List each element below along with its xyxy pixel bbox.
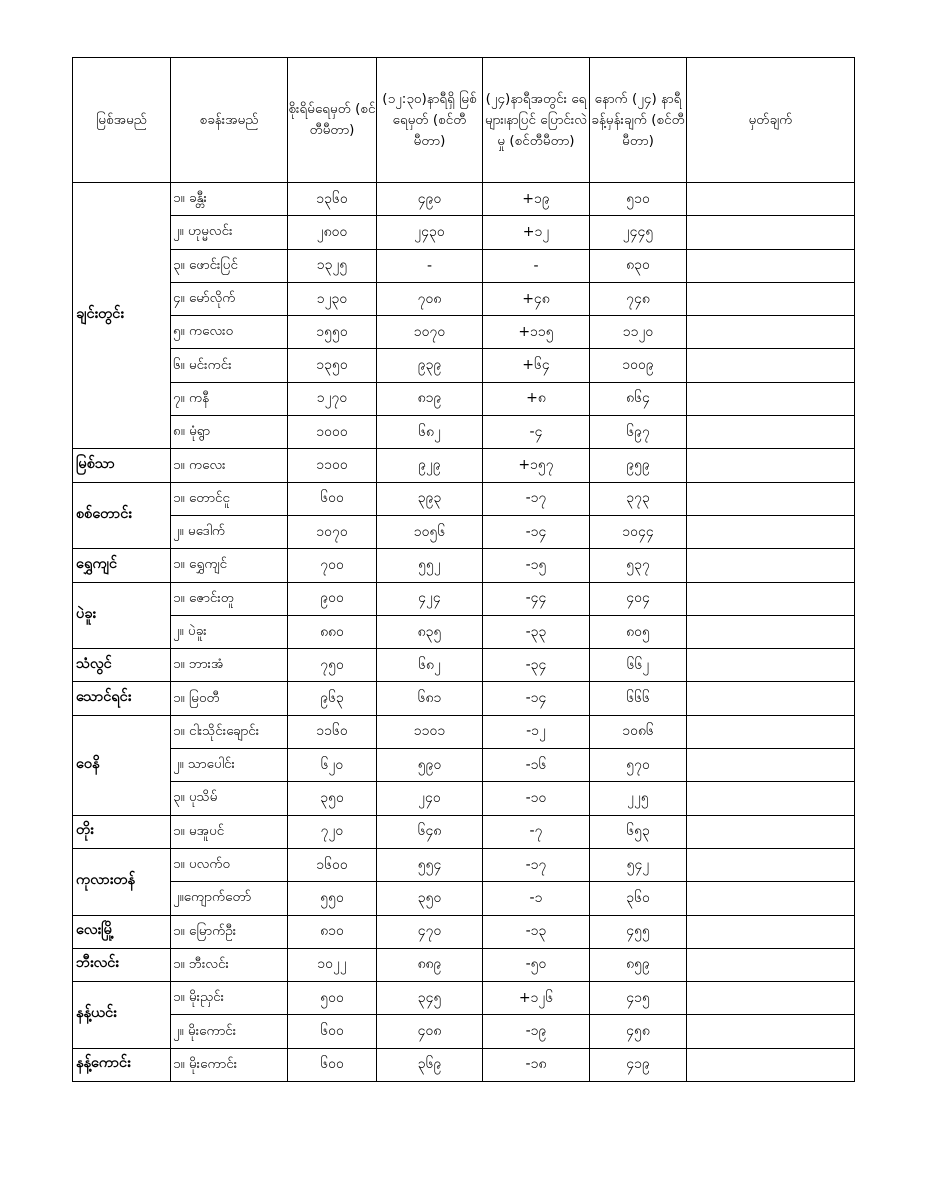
danger-level-cell: ၁၀၂၂ <box>288 948 377 981</box>
header-river: မြစ်အမည် <box>73 58 171 183</box>
station-name: ၁။ ကလေး <box>171 449 288 482</box>
current-level-cell: - <box>377 249 483 282</box>
danger-level-cell: ၁၃၆၀ <box>288 183 377 216</box>
remark-cell <box>687 615 855 648</box>
danger-level-cell: ၉၀၀ <box>288 582 377 615</box>
forecast-cell: ၄၅၅ <box>590 915 687 948</box>
forecast-cell: ၈၀၅ <box>590 615 687 648</box>
station-name: ၁။ ဇောင်းတူ <box>171 582 288 615</box>
current-level-cell: ၈၃၅ <box>377 615 483 648</box>
current-level-cell: ၃၅၀ <box>377 882 483 915</box>
table-row <box>73 216 855 249</box>
remark-cell <box>687 382 855 415</box>
station-name: ၂။ ဟုမ္မလင်း <box>171 216 288 249</box>
header-station: စခန်းအမည် <box>171 58 288 183</box>
station-name: ၃။ ပုသိမ် <box>171 782 288 815</box>
station-name: ၇။ ကနီ <box>171 382 288 415</box>
forecast-cell: ၆၉၇ <box>590 416 687 449</box>
remark-cell <box>687 882 855 915</box>
remark-cell <box>687 416 855 449</box>
station-name: ၂။ကျောက်တော် <box>171 882 288 915</box>
table-row <box>73 349 855 382</box>
current-level-cell: ၄၂၄ <box>377 582 483 615</box>
header-remark: မှတ်ချက် <box>687 58 855 183</box>
danger-level-cell: ၆၀၀ <box>288 1048 377 1081</box>
danger-level-cell: ၁၅၅၀ <box>288 316 377 349</box>
danger-level-cell: ၁၁၆၀ <box>288 715 377 748</box>
forecast-cell: ၃၆၀ <box>590 882 687 915</box>
danger-level-cell: ၆၀၀ <box>288 1015 377 1048</box>
river-name: နန့်ယင်း <box>73 982 171 1049</box>
danger-level-cell: ၆၂၀ <box>288 749 377 782</box>
forecast-cell: ၆၆၂ <box>590 649 687 682</box>
remark-cell <box>687 216 855 249</box>
river-name: မြစ်သာ <box>73 449 171 482</box>
station-name: ၁။ ငါးသိုင်းချောင်း <box>171 715 288 748</box>
forecast-cell: ၅၄၂ <box>590 848 687 881</box>
table-row <box>73 615 855 648</box>
station-name: ၁။ မအူပင် <box>171 815 288 848</box>
table-row <box>73 649 855 682</box>
danger-level-cell: ၈၁၀ <box>288 915 377 948</box>
station-name: ၈။ မုံရွာ <box>171 416 288 449</box>
station-name: ၂။ ပဲခူး <box>171 615 288 648</box>
river-name: ချင်းတွင်း <box>73 183 171 449</box>
current-level-cell: ၆၈၁ <box>377 682 483 715</box>
danger-level-cell: ၁၆၀၀ <box>288 848 377 881</box>
change-cell: -၁၂ <box>483 715 590 748</box>
river-name: နန့်ကောင်း <box>73 1048 171 1081</box>
change-cell: -၁၉ <box>483 1015 590 1048</box>
change-cell: -၁၆ <box>483 749 590 782</box>
danger-level-cell: ၁၀၇၀ <box>288 515 377 548</box>
current-level-cell: ၃၉၃ <box>377 482 483 515</box>
forecast-cell: ၈၆၄ <box>590 382 687 415</box>
current-level-cell: ၅၉၀ <box>377 749 483 782</box>
change-cell: - <box>483 249 590 282</box>
change-cell: -၅၀ <box>483 948 590 981</box>
current-level-cell: ၇၀၈ <box>377 282 483 315</box>
remark-cell <box>687 749 855 782</box>
header-forecast: နောက် (၂၄) နာရီ ခန့်မှန်းချက် (စင်တီမီတာ) <box>590 58 687 183</box>
forecast-cell: ၅၁၀ <box>590 183 687 216</box>
forecast-cell: ၂၄၄၅ <box>590 216 687 249</box>
remark-cell <box>687 649 855 682</box>
remark-cell <box>687 515 855 548</box>
forecast-cell: ၇၄၈ <box>590 282 687 315</box>
station-name: ၁။ ဘီးလင်း <box>171 948 288 981</box>
river-name: လေးမြို့ <box>73 915 171 948</box>
current-level-cell: ၈၁၉ <box>377 382 483 415</box>
danger-level-cell: ၉၆၃ <box>288 682 377 715</box>
table-row <box>73 249 855 282</box>
danger-level-cell: ၇၀၀ <box>288 549 377 582</box>
forecast-cell: ၃၇၃ <box>590 482 687 515</box>
change-cell: -၁၄ <box>483 682 590 715</box>
station-name: ၁။ မြဝတီ <box>171 682 288 715</box>
forecast-cell: ၅၃၇ <box>590 549 687 582</box>
table-row <box>73 515 855 548</box>
danger-level-cell: ၅၅၀ <box>288 882 377 915</box>
change-cell: +၁၅၇ <box>483 449 590 482</box>
change-cell: -၁၈ <box>483 1048 590 1081</box>
table-row <box>73 316 855 349</box>
danger-level-cell: ၇၅၀ <box>288 649 377 682</box>
change-cell: -၁ <box>483 882 590 915</box>
change-cell: -၁၇ <box>483 482 590 515</box>
table-row <box>73 815 855 848</box>
table-row <box>73 482 855 515</box>
remark-cell <box>687 782 855 815</box>
remark-cell <box>687 549 855 582</box>
table-row <box>73 915 855 948</box>
danger-level-cell: ၂၈၀၀ <box>288 216 377 249</box>
current-level-cell: ၄၉၀ <box>377 183 483 216</box>
header-row <box>73 58 855 183</box>
danger-level-cell: ၃၅၀ <box>288 782 377 815</box>
current-level-cell: ၃၆၉ <box>377 1048 483 1081</box>
change-cell: +၁၉ <box>483 183 590 216</box>
river-name: ဝေနိ <box>73 715 171 815</box>
remark-cell <box>687 715 855 748</box>
station-name: ၁။ မိုးညှင်း <box>171 982 288 1015</box>
remark-cell <box>687 982 855 1015</box>
change-cell: -၁၄ <box>483 515 590 548</box>
station-name: ၅။ ကလေးဝ <box>171 316 288 349</box>
current-level-cell: ၄၀၈ <box>377 1015 483 1048</box>
forecast-cell: ၁၀၄၄ <box>590 515 687 548</box>
danger-level-cell: ၁၂၃၀ <box>288 282 377 315</box>
station-name: ၁။ ဘားအံ <box>171 649 288 682</box>
station-name: ၂။ မဒေါက် <box>171 515 288 548</box>
station-name: ၆။ မင်းကင်း <box>171 349 288 382</box>
current-level-cell: ၃၄၅ <box>377 982 483 1015</box>
remark-cell <box>687 582 855 615</box>
table-row <box>73 282 855 315</box>
river-name: တိုး <box>73 815 171 848</box>
table-row <box>73 848 855 881</box>
danger-level-cell: ၆၀၀ <box>288 482 377 515</box>
table-row <box>73 715 855 748</box>
forecast-cell: ၁၀၀၉ <box>590 349 687 382</box>
change-cell: +၄၈ <box>483 282 590 315</box>
river-name: ဘီးလင်း <box>73 948 171 981</box>
remark-cell <box>687 349 855 382</box>
header-danger-level: စိုးရိမ်ရေမှတ် (စင်တီမီတာ) <box>288 58 377 183</box>
forecast-cell: ၁၁၂၀ <box>590 316 687 349</box>
change-cell: -၇ <box>483 815 590 848</box>
table-row <box>73 1048 855 1081</box>
current-level-cell: ၆၈၂ <box>377 649 483 682</box>
table-row <box>73 183 855 216</box>
remark-cell <box>687 1015 855 1048</box>
change-cell: +၁၂၆ <box>483 982 590 1015</box>
forecast-cell: ၆၆၆ <box>590 682 687 715</box>
change-cell: -၁၇ <box>483 848 590 881</box>
current-level-cell: ၉၂၉ <box>377 449 483 482</box>
remark-cell <box>687 316 855 349</box>
change-cell: -၄ <box>483 416 590 449</box>
current-level-cell: ၄၇၀ <box>377 915 483 948</box>
table-row <box>73 982 855 1015</box>
remark-cell <box>687 282 855 315</box>
river-name: ကုလားတန် <box>73 848 171 915</box>
change-cell: -၄၄ <box>483 582 590 615</box>
forecast-cell: ၆၅၃ <box>590 815 687 848</box>
forecast-cell: ၉၅၉ <box>590 449 687 482</box>
table-row <box>73 782 855 815</box>
danger-level-cell: ၁၂၇၀ <box>288 382 377 415</box>
current-level-cell: ၆၄၈ <box>377 815 483 848</box>
current-level-cell: ၁၀၇၀ <box>377 316 483 349</box>
table-row <box>73 1015 855 1048</box>
river-name: သံလွင် <box>73 649 171 682</box>
remark-cell <box>687 848 855 881</box>
current-level-cell: ၂၄၃၀ <box>377 216 483 249</box>
current-level-cell: ၉၃၉ <box>377 349 483 382</box>
station-name: ၁။ မြောက်ဦး <box>171 915 288 948</box>
danger-level-cell: ၇၂၀ <box>288 815 377 848</box>
current-level-cell: ၂၄၀ <box>377 782 483 815</box>
change-cell: +၈ <box>483 382 590 415</box>
change-cell: -၃၄ <box>483 649 590 682</box>
danger-level-cell: ၁၃၅၀ <box>288 349 377 382</box>
forecast-cell: ၄၀၄ <box>590 582 687 615</box>
danger-level-cell: ၁၀၀၀ <box>288 416 377 449</box>
river-name: ပဲခူး <box>73 582 171 649</box>
change-cell: -၃၃ <box>483 615 590 648</box>
station-name: ၃။ ဖောင်းပြင် <box>171 249 288 282</box>
table-body <box>73 183 855 1082</box>
danger-level-cell: ၅၀၀ <box>288 982 377 1015</box>
change-cell: +၁၁၅ <box>483 316 590 349</box>
table-row <box>73 582 855 615</box>
forecast-cell: ၄၁၉ <box>590 1048 687 1081</box>
danger-level-cell: ၁၁၀၀ <box>288 449 377 482</box>
river-name: စစ်တောင်း <box>73 482 171 549</box>
current-level-cell: ၅၅၂ <box>377 549 483 582</box>
station-name: ၄။ မော်လိုက် <box>171 282 288 315</box>
station-name: ၁။ ခန္တီး <box>171 183 288 216</box>
current-level-cell: ၁၁၀၁ <box>377 715 483 748</box>
river-name: ရွှေကျင် <box>73 549 171 582</box>
forecast-cell: ၈၅၉ <box>590 948 687 981</box>
river-name: သောင်ရင်း <box>73 682 171 715</box>
remark-cell <box>687 948 855 981</box>
change-cell: -၁၃ <box>483 915 590 948</box>
header-current-level: (၁၂:၃၀)နာရီရှိ မြစ်ရေမှတ် (စင်တီမီတာ) <box>377 58 483 183</box>
remark-cell <box>687 915 855 948</box>
forecast-cell: ၈၃၀ <box>590 249 687 282</box>
remark-cell <box>687 183 855 216</box>
forecast-cell: ၁၀၈၆ <box>590 715 687 748</box>
current-level-cell: ၆၈၂ <box>377 416 483 449</box>
current-level-cell: ၁၀၅၆ <box>377 515 483 548</box>
current-level-cell: ၈၈၉ <box>377 948 483 981</box>
current-level-cell: ၅၅၄ <box>377 848 483 881</box>
forecast-cell: ၄၅၈ <box>590 1015 687 1048</box>
remark-cell <box>687 449 855 482</box>
remark-cell <box>687 249 855 282</box>
table-row <box>73 948 855 981</box>
remark-cell <box>687 682 855 715</box>
change-cell: -၁၅ <box>483 549 590 582</box>
table-row <box>73 882 855 915</box>
forecast-cell: ၄၁၅ <box>590 982 687 1015</box>
change-cell: +၁၂ <box>483 216 590 249</box>
river-level-table <box>72 57 855 1082</box>
station-name: ၁။ မိုးကောင်း <box>171 1048 288 1081</box>
station-name: ၁။ တောင်ငူ <box>171 482 288 515</box>
danger-level-cell: ၈၈၀ <box>288 615 377 648</box>
table-row <box>73 549 855 582</box>
table-row <box>73 682 855 715</box>
change-cell: -၁၀ <box>483 782 590 815</box>
forecast-cell: ၂၂၅ <box>590 782 687 815</box>
forecast-cell: ၅၇၀ <box>590 749 687 782</box>
remark-cell <box>687 1048 855 1081</box>
danger-level-cell: ၁၃၂၅ <box>288 249 377 282</box>
header-24h-change: (၂၄)နာရီအတွင်း ရေများ၊နာပြင် ပြောင်းလဲမှု (စင်တီမီတာ) <box>483 58 590 183</box>
station-name: ၁။ ပလက်ဝ <box>171 848 288 881</box>
station-name: ၂။ သာပေါင်း <box>171 749 288 782</box>
remark-cell <box>687 815 855 848</box>
remark-cell <box>687 482 855 515</box>
table-row <box>73 416 855 449</box>
station-name: ၂။ မိုးကောင်း <box>171 1015 288 1048</box>
change-cell: +၆၄ <box>483 349 590 382</box>
table-row <box>73 382 855 415</box>
table-row <box>73 449 855 482</box>
table-row <box>73 749 855 782</box>
station-name: ၁။ ရွှေကျင် <box>171 549 288 582</box>
